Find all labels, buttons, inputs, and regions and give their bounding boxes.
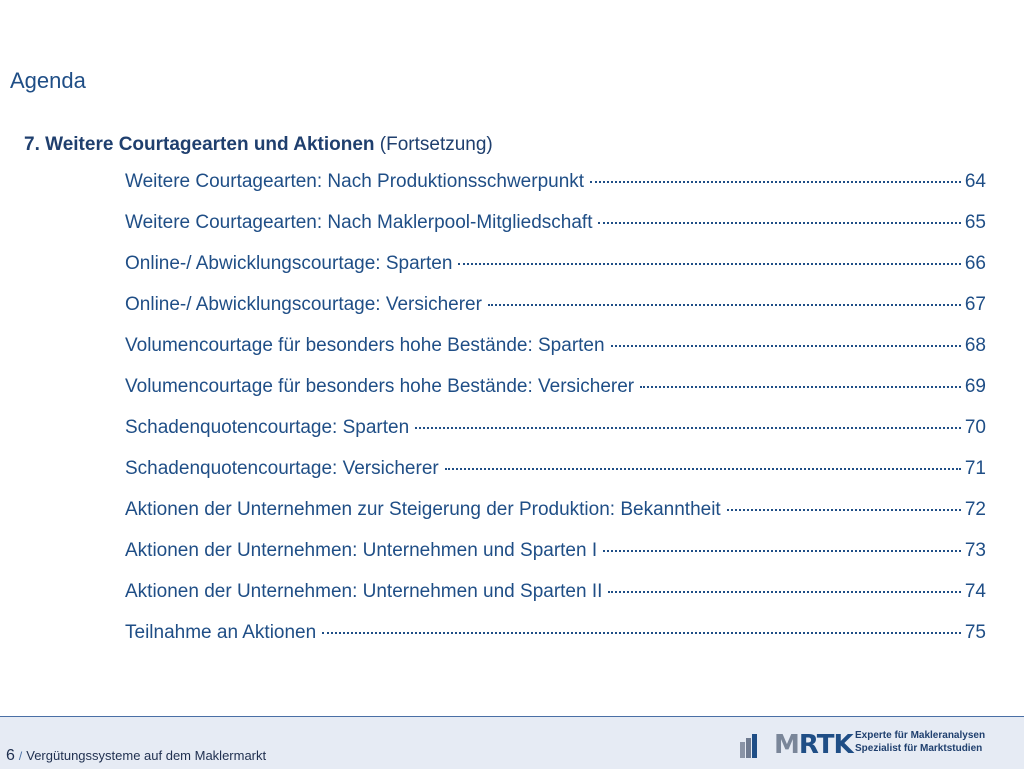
toc-leader xyxy=(322,632,961,634)
toc-entry-74[interactable] xyxy=(125,581,986,622)
toc-leader xyxy=(598,222,960,224)
toc-entry-72[interactable] xyxy=(125,499,986,540)
toc-entry-title: Schadenquotencourtage: Sparten xyxy=(125,417,410,438)
toc-entry-73[interactable] xyxy=(125,540,986,581)
page-title: Agenda xyxy=(10,68,86,93)
toc-entry-title: Weitere Courtagearten: Nach Produktionsschwerpunkt xyxy=(125,171,585,192)
toc-entry-title: Online-/ Abwicklungscourtage: Sparten xyxy=(125,253,453,274)
toc-page-number: 70 xyxy=(964,417,986,438)
toc-leader xyxy=(603,550,961,552)
toc-page-number: 64 xyxy=(964,171,986,192)
toc-leader xyxy=(488,304,961,306)
toc-entry-title: Volumencourtage für besonders hohe Bestände: Sparten xyxy=(125,335,605,356)
toc-leader xyxy=(608,591,960,593)
toc-page-number: 68 xyxy=(964,335,986,356)
toc-list xyxy=(125,171,986,663)
toc-page-number: 73 xyxy=(964,540,986,561)
toc-leader xyxy=(640,386,961,388)
toc-leader xyxy=(727,509,961,511)
section-heading xyxy=(24,134,493,156)
toc-entry-title: Aktionen der Unternehmen: Unternehmen und Sparten II xyxy=(125,581,603,602)
toc-leader xyxy=(445,468,961,470)
toc-leader xyxy=(458,263,960,265)
toc-entry-71[interactable] xyxy=(125,458,986,499)
toc-page-number: 65 xyxy=(964,212,986,233)
toc-page-number: 67 xyxy=(964,294,986,315)
toc-entry-title: Aktionen der Unternehmen zur Steigerung der Produktion: Bekanntheit xyxy=(125,499,721,520)
logo-bars-icon xyxy=(740,732,772,758)
slide-number: 6 xyxy=(6,747,15,764)
toc-entry-title: Aktionen der Unternehmen: Unternehmen und Sparten I xyxy=(125,540,598,561)
toc-entry-69[interactable] xyxy=(125,376,986,417)
toc-page-number: 66 xyxy=(964,253,986,274)
tagline-line-1: Experte für Makleranalysen xyxy=(855,730,986,741)
toc-entry-70[interactable] xyxy=(125,417,986,458)
company-logo xyxy=(740,729,853,761)
toc-entry-title: Teilnahme an Aktionen xyxy=(125,622,317,643)
toc-entry-title: Volumencourtage für besonders hohe Bestände: Versicherer xyxy=(125,376,635,397)
company-tagline xyxy=(855,729,985,755)
toc-entry-66[interactable] xyxy=(125,253,986,294)
toc-entry-67[interactable] xyxy=(125,294,986,335)
footer-caption xyxy=(6,747,266,765)
toc-page-number: 75 xyxy=(964,622,986,643)
toc-page-number: 74 xyxy=(964,581,986,602)
footer-bar xyxy=(0,716,1024,769)
toc-entry-title: Online-/ Abwicklungscourtage: Versicherer xyxy=(125,294,482,315)
toc-entry-68[interactable] xyxy=(125,335,986,376)
tagline-line-2: Spezialist für Marktstudien xyxy=(855,743,983,754)
toc-entry-64[interactable] xyxy=(125,171,986,212)
toc-entry-65[interactable] xyxy=(125,212,986,253)
toc-leader xyxy=(611,345,961,347)
toc-entry-title: Schadenquotencourtage: Versicherer xyxy=(125,458,439,479)
toc-entry-75[interactable] xyxy=(125,622,986,663)
toc-page-number: 71 xyxy=(964,458,986,479)
toc-page-number: 72 xyxy=(964,499,986,520)
toc-leader xyxy=(415,427,961,429)
toc-leader xyxy=(590,181,961,183)
document-title: Vergütungssysteme auf dem Maklermarkt xyxy=(26,748,267,763)
section-heading-suffix: (Fortsetzung) xyxy=(374,134,493,155)
toc-entry-title: Weitere Courtagearten: Nach Maklerpool-Mitgliedschaft xyxy=(125,212,593,233)
logo-wordmark: MRTK xyxy=(774,730,853,760)
section-heading-main: 7. Weitere Courtagearten und Aktionen xyxy=(24,134,375,155)
footer-separator: / xyxy=(18,749,23,763)
toc-page-number: 69 xyxy=(964,376,986,397)
